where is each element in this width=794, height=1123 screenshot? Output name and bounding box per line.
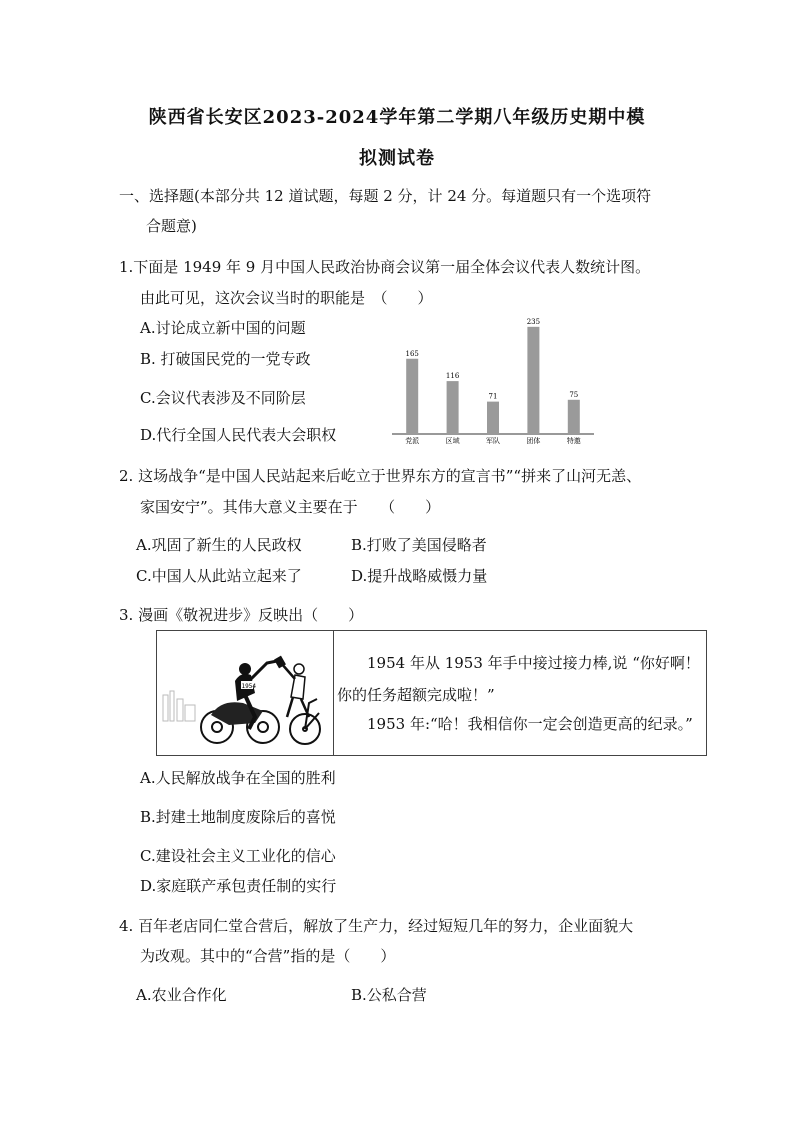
- cartoon-quote-3: 1953 年:“哈！我相信你一定会创造更高的纪录。”: [367, 715, 693, 733]
- chart-bar: [406, 359, 418, 434]
- q3-stem: 3. 漫画《敬祝进步》反映出（ ）: [119, 606, 364, 624]
- chart-value-label: 75: [569, 390, 579, 399]
- q1-option-d: D.代行全国人民代表大会职权: [140, 426, 337, 444]
- chart-value-label: 71: [488, 392, 498, 401]
- chart-bar: [527, 327, 539, 434]
- chart-category-label: 团体: [526, 437, 541, 445]
- chart-bar: [447, 381, 459, 434]
- q1-option-b: B. 打破国民党的一党专政: [140, 350, 311, 368]
- cartoon-figure-label: 1954: [241, 683, 256, 690]
- q3-option-c: C.建设社会主义工业化的信心: [140, 847, 336, 865]
- q2-stem-2: 家国安宁”。其伟大意义主要在于 （ ）: [140, 498, 441, 516]
- q2-option-d: D.提升战略威慑力量: [351, 567, 488, 585]
- chart-category-label: 党派: [405, 437, 420, 445]
- chart-bar: [568, 400, 580, 434]
- section-heading-2: 合题意): [146, 217, 197, 235]
- delegate-bar-chart: [388, 312, 598, 448]
- q3-option-d: D.家庭联产承包责任制的实行: [140, 877, 337, 895]
- chart-category-label: 区域: [445, 437, 460, 445]
- q1-option-c: C.会议代表涉及不同阶层: [140, 389, 306, 407]
- q1-stem-2: 由此可见，这次会议当时的职能是 （ ）: [140, 289, 433, 307]
- q1-option-a: A.讨论成立新中国的问题: [140, 319, 306, 337]
- q4-stem-2: 为改观。其中的“合营”指的是（ ）: [140, 947, 396, 965]
- q2-option-a: A.巩固了新生的人民政权: [136, 536, 302, 554]
- q4-option-a: A.农业合作化: [136, 986, 227, 1004]
- q3-option-a: A.人民解放战争在全国的胜利: [140, 769, 336, 787]
- q4-stem-1: 4. 百年老店同仁堂合营后，解放了生产力，经过短短几年的努力，企业面貌大: [119, 917, 634, 935]
- q2-stem-1: 2. 这场战争“是中国人民站起来后屹立于世界东方的宣言书”“拼来了山河无恙、: [119, 467, 642, 485]
- q1-stem-1: 1.下面是 1949 年 9 月中国人民政治协商会议第一届全体会议代表人数统计图。: [119, 258, 651, 276]
- chart-value-label: 116: [445, 372, 460, 381]
- chart-value-label: 165: [405, 349, 419, 358]
- chart-category-label: 军队: [486, 437, 500, 445]
- cartoon-quote-1: 1954 年从 1953 年手中接过接力棒,说 “你好啊！: [367, 654, 700, 672]
- q3-cartoon-box: [156, 630, 707, 756]
- q4-option-b: B.公私合营: [351, 986, 427, 1004]
- q2-option-c: C.中国人从此站立起来了: [136, 567, 302, 585]
- chart-value-label: 235: [526, 317, 541, 326]
- title-line-1: 陕西省长安区2023-2024学年第二学期八年级历史期中模: [148, 107, 646, 128]
- chart-category-label: 特邀: [566, 437, 581, 445]
- q3-option-b: B.封建土地制度废除后的喜悦: [140, 808, 336, 826]
- section-heading-1: 一、选择题(本部分共 12 道试题，每题 2 分，计 24 分。每道题只有一个选项符: [119, 187, 652, 205]
- cartoon-quote-2: 你的任务超额完成啦！”: [337, 686, 495, 704]
- cartoon-illustration: [159, 633, 331, 753]
- q2-option-b: B.打败了美国侵略者: [351, 536, 487, 554]
- cartoon-divider: [333, 631, 334, 755]
- title-line-2: 拟测试卷: [359, 148, 435, 169]
- chart-bar: [487, 402, 499, 434]
